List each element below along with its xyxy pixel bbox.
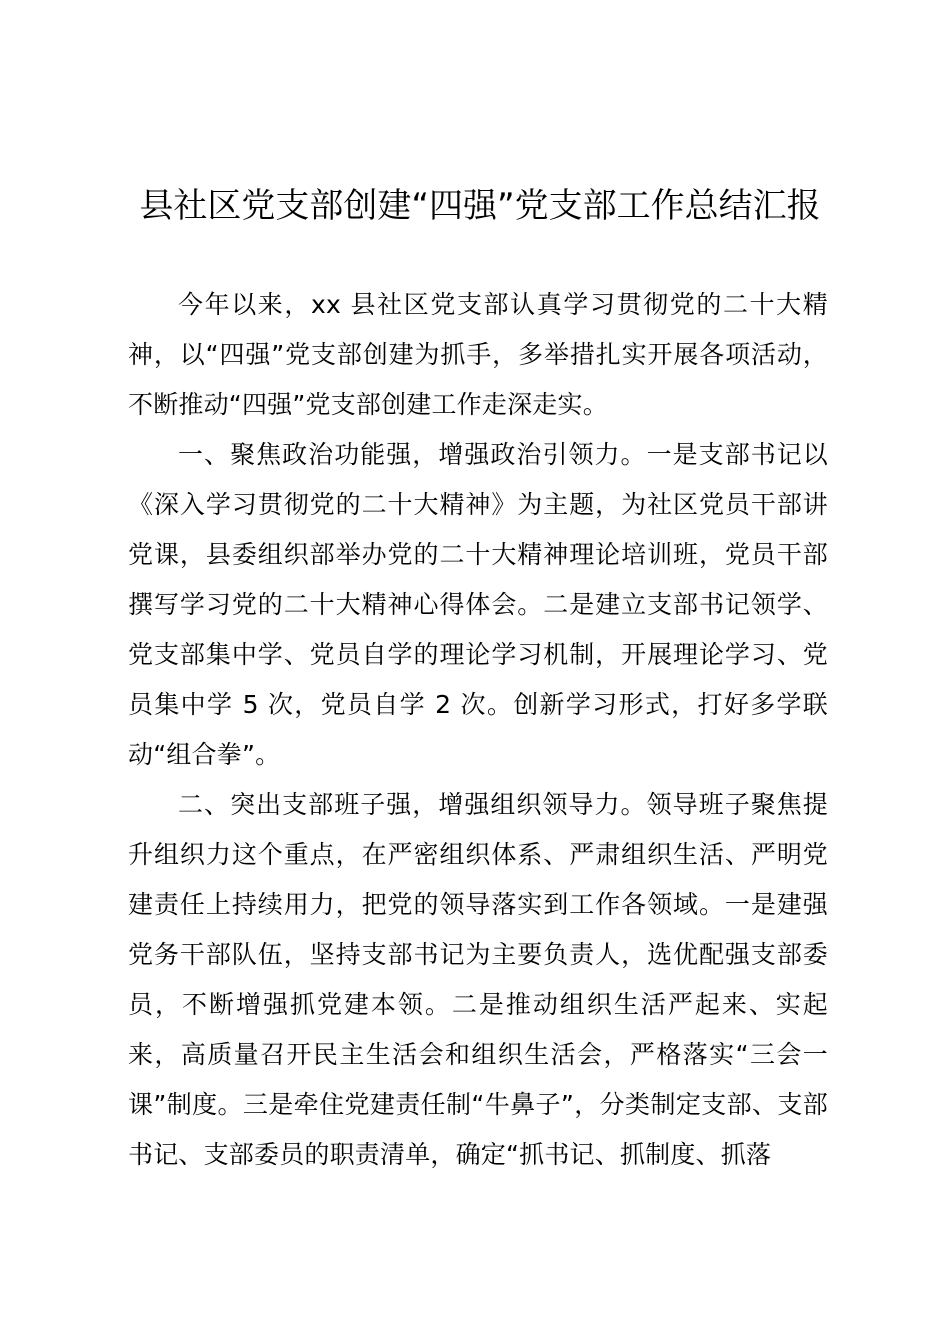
paragraph-branch-leadership: 二、突出支部班子强，增强组织领导力。领导班子聚焦提升组织力这个重点，在严密组织体系、严肃组织生活、严明党建责任上持续用力，把党的领导落实到工作各领域。一是建强党务干部队伍，坚持支部书记为主要负责人，选优配强支部委员，不断增强抓党建本领。二是推动组织生活严起来、实起来，高质量召开民主生活会和组织生活会，严格落实“三会一课”制度。三是牵住党建责任制“牛鼻子”，分类制定支部、支部书记、支部委员的职责清单，确定“抓书记、抓制度、抓落 <box>128 790 828 1169</box>
paragraph-intro: 今年以来，xx 县社区党支部认真学习贯彻党的二十大精神，以“四强”党支部创建为抓手，多举措扎实开展各项活动，不断推动“四强”党支部创建工作走深走实。 <box>128 290 828 419</box>
document-title: 县社区党支部创建“四强”党支部工作总结汇报 <box>139 186 821 226</box>
paragraph-political-function: 一、聚焦政治功能强，增强政治引领力。一是支部书记以《深入学习贯彻党的二十大精神》为主题，为社区党员干部讲党课，县委组织部举办党的二十大精神理论培训班，党员干部撰写学习党的二十大精神心得体会。二是建立支部书记领学、党支部集中学、党员自学的理论学习机制，开展理论学习、党员集中学 5 次，党员自学 2 次。创新学习形式，打好多学联动“组合拳”。 <box>128 440 828 769</box>
document-body <box>128 280 828 1180</box>
